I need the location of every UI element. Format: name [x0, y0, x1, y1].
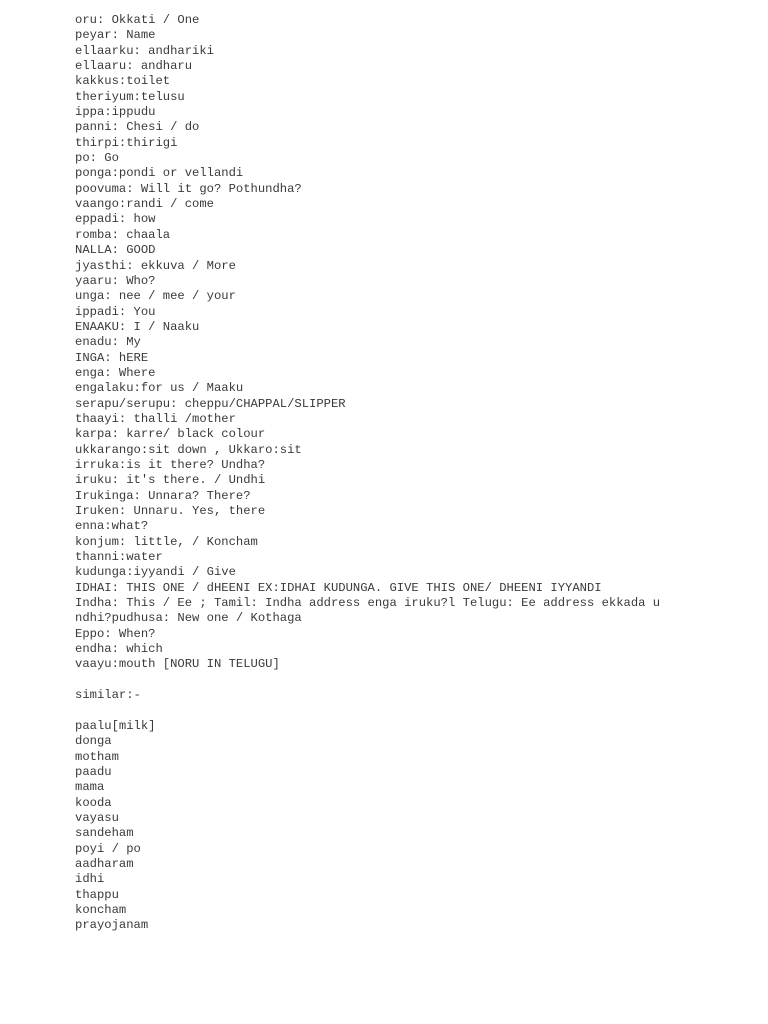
similar-word: koncham — [75, 902, 127, 917]
vocab-line: konjum: little, / Koncham — [75, 534, 258, 549]
vocab-line: engalaku:for us / Maaku — [75, 381, 244, 396]
similar-word: poyi / po — [75, 841, 141, 856]
vocab-line: unga: nee / mee / your — [75, 289, 236, 304]
similar-word: mama — [75, 780, 105, 795]
vocab-line: kudunga:iyyandi / Give — [75, 565, 236, 580]
vocab-line: iruku: it's there. / Undhi — [75, 473, 266, 488]
vocab-line: ippadi: You — [75, 304, 156, 319]
vocab-line: kakkus:toilet — [75, 74, 171, 89]
vocab-line: peyar: Name — [75, 28, 156, 43]
vocab-line: enadu: My — [75, 335, 141, 350]
similar-word: prayojanam — [75, 918, 149, 933]
vocab-line: oru: Okkati / One — [75, 13, 200, 27]
vocab-line: IDHAI: THIS ONE / dHEENI EX:IDHAI KUDUNGA. GIVE THIS ONE/ DHEENI IYYANDI — [75, 580, 602, 595]
similar-word: vayasu — [75, 810, 119, 825]
document-page — [75, 13, 755, 934]
vocab-line: karpa: karre/ black colour — [75, 427, 266, 442]
similar-word: donga — [75, 734, 112, 749]
similar-word: kooda — [75, 795, 112, 810]
vocab-line: Eppo: When? — [75, 626, 156, 641]
vocab-line: thirpi:thirigi — [75, 135, 178, 150]
similar-word: paalu[milk] — [75, 718, 156, 733]
similar-word: aadharam — [75, 856, 134, 871]
vocab-line: enga: Where — [75, 365, 156, 380]
similar-word: motham — [75, 749, 119, 764]
vocab-line: INGA: hERE — [75, 350, 149, 365]
vocab-line: serapu/serupu: cheppu/CHAPPAL/SLIPPER — [75, 396, 346, 411]
similar-word: idhi — [75, 872, 105, 887]
similar-word: thappu — [75, 887, 119, 902]
vocab-line: jyasthi: ekkuva / More — [75, 258, 236, 273]
similar-word: paadu — [75, 764, 112, 779]
vocab-line: ippa:ippudu — [75, 105, 156, 120]
vocab-line: enna:what? — [75, 519, 149, 534]
vocab-line: Iruken: Unnaru. Yes, there — [75, 504, 266, 518]
vocab-line: endha: which — [75, 642, 163, 657]
vocab-line: NALLA: GOOD — [75, 243, 156, 258]
vocab-line: poovuma: Will it go? Pothundha? — [75, 181, 302, 196]
similar-word: sandeham — [75, 826, 134, 841]
vocab-line: Indha: This / Ee ; Tamil: Indha address enga iruku?l Telugu: Ee address ekkada u — [75, 596, 661, 611]
blank-line — [75, 673, 755, 688]
similar-heading: similar:- — [75, 688, 141, 703]
vocab-line: ENAAKU: I / Naaku — [75, 319, 200, 334]
vocabulary-list — [75, 13, 755, 673]
vocab-line: theriyum:telusu — [75, 89, 185, 104]
vocab-line: ponga:pondi or vellandi — [75, 166, 244, 181]
vocab-line: yaaru: Who? — [75, 273, 156, 288]
vocab-line: ellaaru: andharu — [75, 59, 193, 74]
similar-list — [75, 719, 755, 934]
vocab-line: romba: chaala — [75, 227, 171, 242]
vocab-line: ndhi?pudhusa: New one / Kothaga — [75, 611, 302, 626]
vocab-line: irruka:is it there? Undha? — [75, 457, 266, 472]
vocab-line: thaayi: thalli /mother — [75, 411, 236, 426]
vocab-line: vaango:randi / come — [75, 197, 214, 212]
vocab-line: vaayu:mouth [NORU IN TELUGU] — [75, 657, 280, 672]
vocab-line: panni: Chesi / do — [75, 120, 200, 135]
vocab-line: po: Go — [75, 151, 119, 166]
vocab-line: ukkarango:sit down , Ukkaro:sit — [75, 442, 302, 457]
blank-line — [75, 703, 755, 718]
vocab-line: ellaarku: andhariki — [75, 43, 214, 58]
vocab-line: thanni:water — [75, 550, 163, 565]
vocab-line: eppadi: how — [75, 212, 156, 227]
vocab-line: Irukinga: Unnara? There? — [75, 488, 251, 503]
